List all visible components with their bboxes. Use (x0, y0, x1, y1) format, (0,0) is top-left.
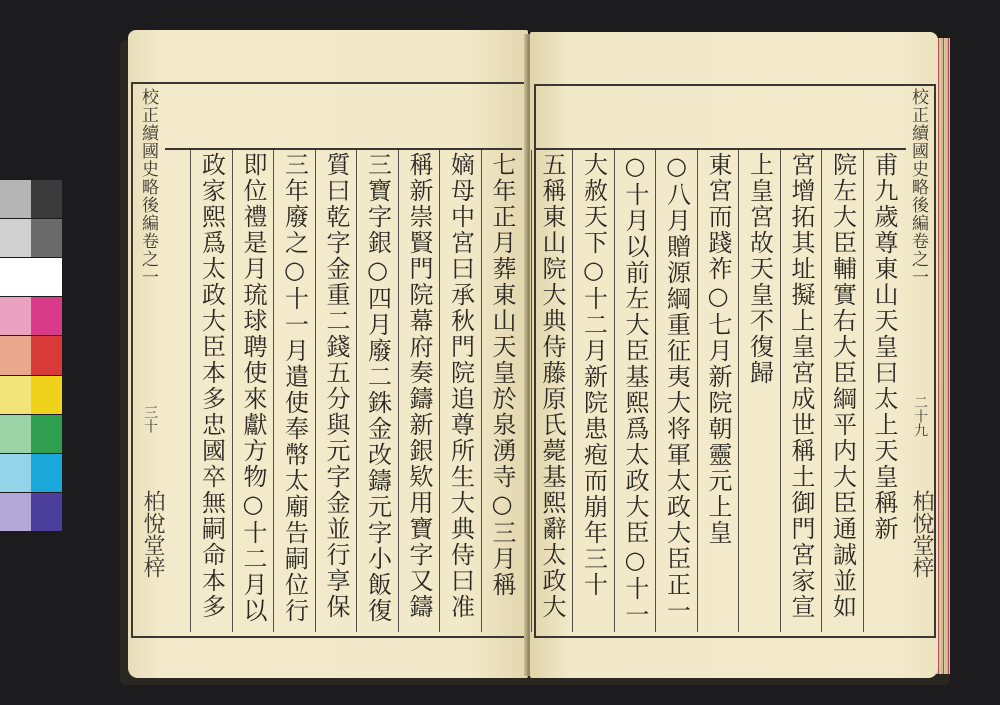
left-text-column: 即位禮是月琉球聘使來獻方物○十二月以 (239, 152, 267, 624)
color-patch (0, 493, 31, 531)
column-rule (190, 150, 191, 632)
right-publisher-mark: 柏悅堂梓 (909, 490, 934, 578)
color-patch (31, 180, 62, 218)
left-text-column: 稱新崇賢門院幕府奏鑄新銀欵用寶字又鑄 (405, 152, 433, 620)
column-rule (863, 150, 864, 632)
column-rule (531, 150, 532, 632)
right-text-column: ○八月贈源綱重征夷大将軍太政大臣正一 (662, 152, 691, 624)
page-edges (936, 38, 950, 674)
color-calibration-strip (0, 180, 62, 532)
right-page-header-rule (536, 148, 906, 150)
left-folio: 三十 (142, 405, 158, 433)
right-text-column: ○十月以前左大臣基熙爲太政大臣○十一 (621, 152, 649, 628)
color-patch (31, 219, 62, 257)
left-text-column: 三寶字銀○四月廢二銖金改鑄元字小飯復 (363, 152, 392, 624)
color-patch (0, 219, 31, 257)
left-text-column: 政家熙爲太政大臣本多忠國卒無嗣命本多 (197, 152, 226, 620)
left-text-column: 質曰乾字金重二錢五分與元字金並行享保 (322, 152, 350, 620)
right-text-column: 大赦天下○十二月新院患疱而崩年三十 (579, 152, 608, 598)
color-patch (31, 415, 62, 453)
color-patch (31, 297, 62, 335)
right-margin-title: 校正續國史略後編卷之一 (908, 88, 928, 286)
column-rule (572, 150, 573, 632)
column-rule (273, 150, 274, 632)
left-margin-title: 校正續國史略後編卷之一 (138, 88, 158, 286)
column-rule (356, 150, 357, 632)
column-rule (481, 150, 482, 632)
left-text-column: 三年廢之○十一月遣使奉幣太廟告嗣位行 (280, 152, 309, 624)
right-text-column: 院左大臣輔實右大臣綱平内大臣通誠並如 (828, 152, 857, 620)
column-rule (398, 150, 399, 632)
column-rule (738, 150, 739, 632)
color-patch (0, 336, 31, 374)
color-patch (31, 336, 62, 374)
color-patch (31, 258, 62, 296)
column-rule (315, 150, 316, 632)
left-text-column: 七年正月葬東山天皇於泉湧寺○三月稱 (488, 152, 516, 598)
column-rule (655, 150, 656, 632)
color-patch (31, 493, 62, 531)
left-publisher-mark: 柏悅堂梓 (140, 490, 165, 578)
left-text-column: 嫡母中宮曰承秋門院追尊所生大典侍曰准 (446, 152, 475, 620)
color-patch (31, 376, 62, 414)
color-patch (0, 258, 31, 296)
color-patch (31, 454, 62, 492)
column-rule (614, 150, 615, 632)
right-text-column: 甫九歲尊東山天皇曰太上天皇稱新 (870, 152, 898, 542)
column-rule (821, 150, 822, 632)
left-page-header-rule (165, 148, 522, 150)
color-patch (0, 297, 31, 335)
column-rule (439, 150, 440, 632)
right-text-column: 五稱東山院大典侍藤原氏薨基熙辭太政大 (538, 152, 566, 620)
right-text-column: 上皇宮故天皇不復歸 (745, 152, 774, 386)
color-patch (0, 180, 31, 218)
column-rule (780, 150, 781, 632)
color-patch (0, 376, 31, 414)
right-text-column: 宮增拓其址擬上皇宮成世稱土御門宮家宣 (787, 152, 815, 620)
column-rule (697, 150, 698, 632)
right-folio: 二十九 (912, 395, 928, 437)
column-rule (232, 150, 233, 632)
color-patch (0, 415, 31, 453)
right-text-column: 東宮而踐祚○七月新院朝靈元上皇 (704, 152, 732, 546)
color-patch (0, 454, 31, 492)
